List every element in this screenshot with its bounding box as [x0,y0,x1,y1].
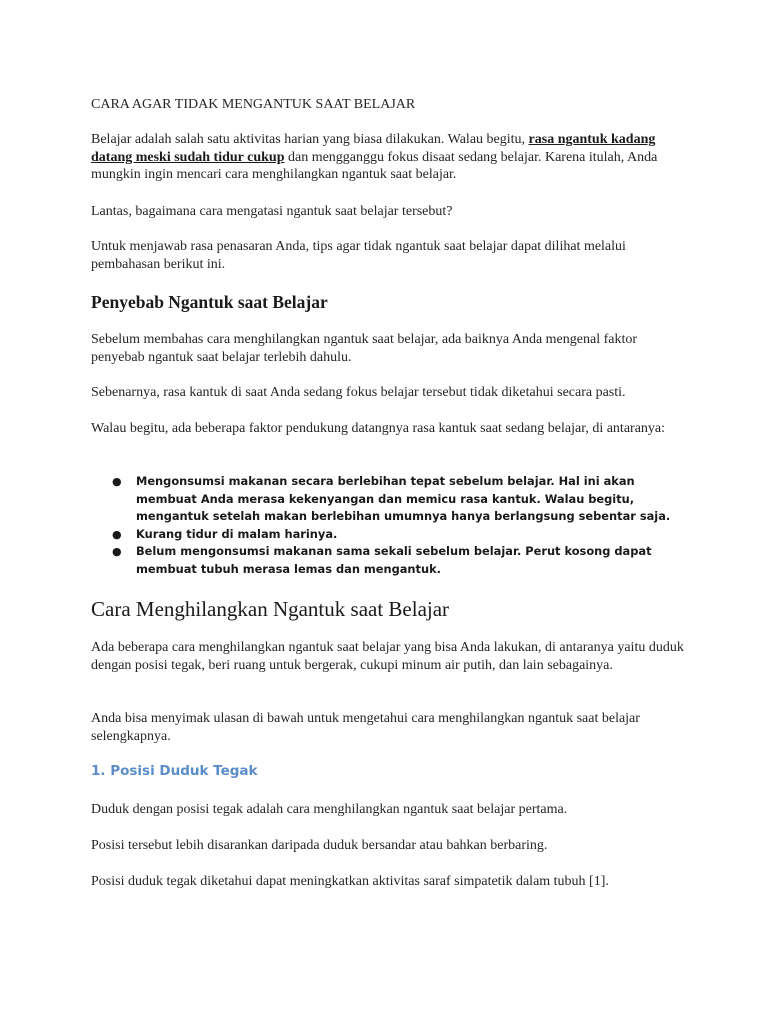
list-item [112,526,672,544]
list-item-text: Belum mengonsumsi makanan sama sekali sebelum belajar. Perut kosong dapat membuat tubuh merasa lemas dan mengantuk. [136,544,652,576]
document-title: CARA AGAR TIDAK MENGANTUK SAAT BELAJAR [91,97,416,112]
list-item [112,543,672,578]
bullet-icon: ● [112,527,122,541]
paragraph-penyebab-uncertain: Sebenarnya, rasa kantuk di saat Anda sedang fokus belajar tersebut tidak diketahui secara pasti. [91,385,626,400]
paragraph-duduk-3: Posisi duduk tegak diketahui dapat meningkatkan aktivitas saraf simpatetik dalam tubuh [1]. [91,874,609,889]
bullet-icon: ● [112,475,122,488]
paragraph-penyebab-intro: Sebelum membahas cara menghilangkan ngantuk saat belajar, ada baiknya Anda mengenal faktor penyebab ngantuk saat belajar terlebih dahulu. [91,332,638,365]
subheading-posisi-duduk: 1. Posisi Duduk Tegak [91,763,258,779]
list-item-text: Kurang tidur di malam harinya. [136,526,338,541]
intro-text-end: dan mengganggu fokus disaat sedang belajar. Karena itulah, Anda mungkin ingin mencari cara menghilangkan ngantuk saat belajar. [91,149,658,182]
heading-cara: Cara Menghilangkan Ngantuk saat Belajar [91,597,450,621]
intro-link[interactable]: rasa ngantuk kadang datang meski sudah tidur cukup [91,132,656,165]
intro-paragraph [91,131,691,184]
cause-bullet-list [112,473,672,579]
paragraph-cara-selengkapnya: Anda bisa menyimak ulasan di bawah untuk mengetahui cara menghilangkan ngantuk saat belajar selengkapnya. [91,711,640,744]
paragraph-penyebab-faktor: Walau begitu, ada beberapa faktor pendukung datangnya rasa kantuk saat sedang belajar, di antaranya: [91,421,666,436]
heading-penyebab: Penyebab Ngantuk saat Belajar [91,292,328,312]
bullet-icon: ● [112,545,122,559]
paragraph-cara-intro: Ada beberapa cara menghilangkan ngantuk saat belajar yang bisa Anda lakukan, di antaranya yaitu duduk dengan posisi tegak, beri ruang untuk bergerak, cukupi minum air putih, dan lain sebagainya. [91,640,684,673]
paragraph-duduk-1: Duduk dengan posisi tegak adalah cara menghilangkan ngantuk saat belajar pertama. [91,802,568,817]
list-item [112,473,672,526]
list-item-text: Mengonsumsi makanan secara berlebihan tepat sebelum belajar. Hal ini akan membuat Anda merasa kekenyangan dan memicu rasa kantuk. Walau begitu, mengantuk setelah makan berlebihan umumnya hanya berlangsung sebentar saja. [136,474,671,524]
paragraph-duduk-2: Posisi tersebut lebih disarankan daripada duduk bersandar atau bahkan berbaring. [91,838,548,853]
intro-text-start: Belajar adalah salah satu aktivitas harian yang biasa dilakukan. Walau begitu, [91,132,529,147]
paragraph-tips: Untuk menjawab rasa penasaran Anda, tips agar tidak ngantuk saat belajar dapat dilihat melalui pembahasan berikut ini. [91,239,626,272]
paragraph-question: Lantas, bagaimana cara mengatasi ngantuk saat belajar tersebut? [91,204,453,219]
